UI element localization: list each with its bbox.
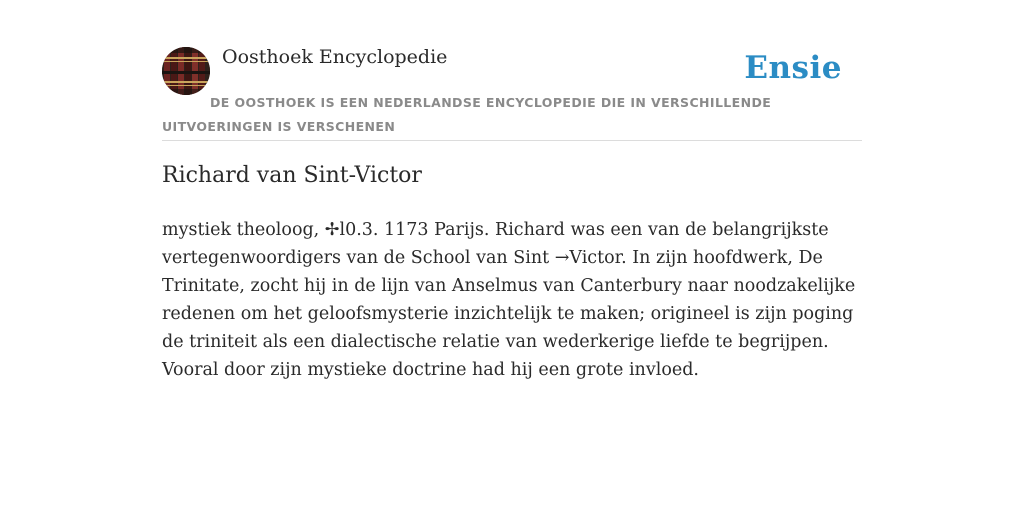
body-text-start: mystiek theoloog, ✢l0.3. 1173 Parijs. Richard was een van de belangrijkste vertegenwoordigers van de School van Sint (162, 220, 829, 268)
avatar[interactable] (162, 47, 210, 95)
article-title: Richard van Sint-Victor (162, 163, 422, 188)
source-subtitle: DE OOSTHOEK IS EEN NEDERLANDSE ENCYCLOPEDIE DIE IN VERSCHILLENDE UITVOERINGEN IS VERSCHENEN (162, 95, 772, 134)
article-body (162, 216, 862, 384)
book-spines-icon (162, 47, 210, 95)
brand-logo[interactable]: Ensie (744, 50, 842, 86)
arrow-right-icon: → (554, 248, 570, 268)
body-text-end: . In zijn hoofdwerk, De Trinitate, zocht hij in de lijn van Anselmus van Canterbury naar noodzakelijke redenen om het geloofsmysterie inzichtelijk te maken; origineel is zijn poging de triniteit als een dialectische relatie van wederkerige liefde te begrijpen. Vooral door zijn mystieke doctrine had hij een grote invloed. (162, 248, 856, 380)
cross-reference-label: Victor (569, 248, 622, 268)
cross-reference-link[interactable] (555, 248, 621, 268)
header (162, 44, 862, 141)
source-title[interactable]: Oosthoek Encyclopedie (222, 46, 448, 68)
